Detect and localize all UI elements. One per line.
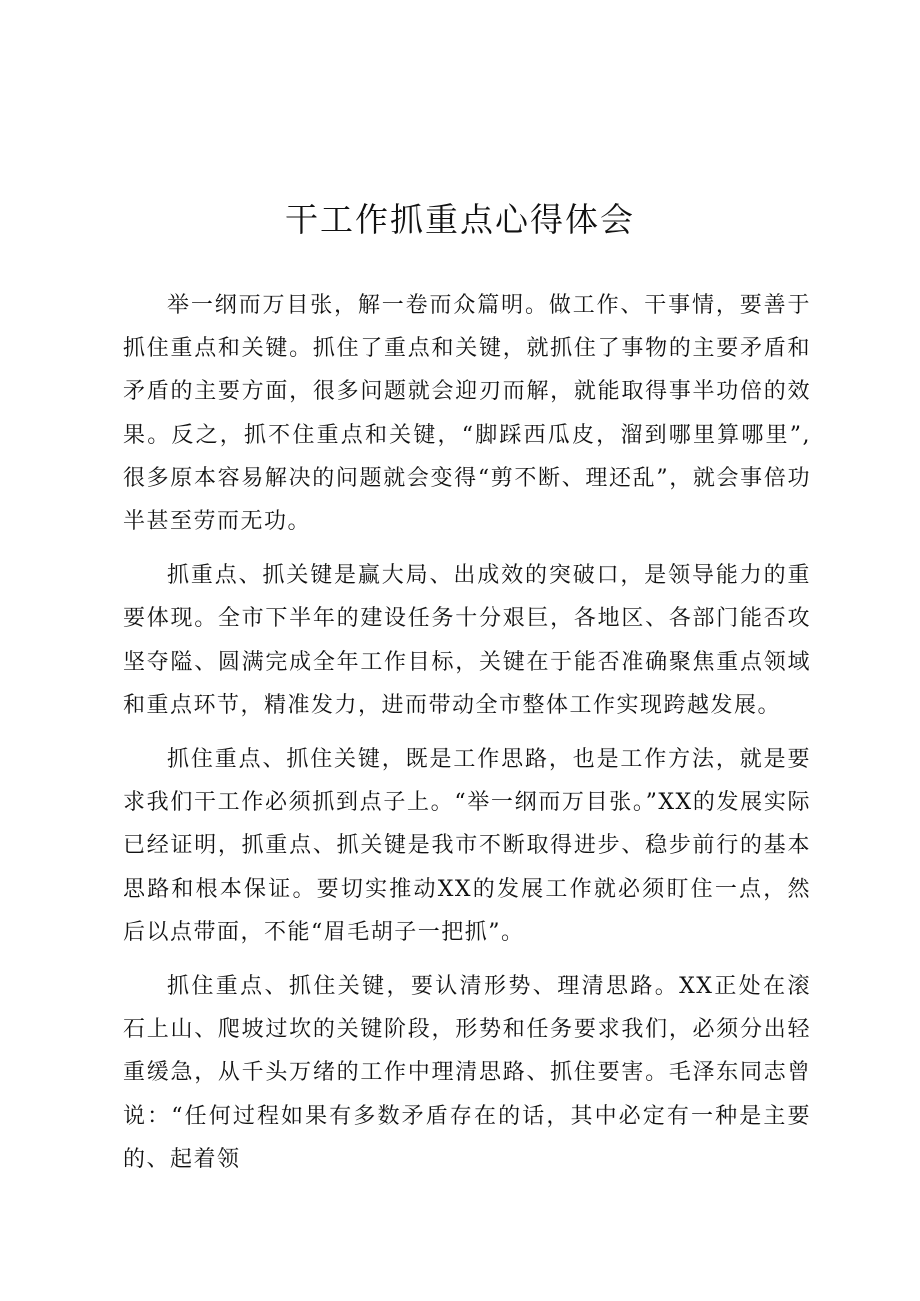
paragraph-3: 抓住重点、抓住关键，既是工作思路，也是工作方法，就是要求我们干工作必须抓到点子上。“举一纲而万目张。”XX的发展实际已经证明，抓重点、抓关键是我市不断取得进步、稳步前行的基本思路和根本保证。要切实推动XX的发展工作就必须盯住一点，然后以点带面，不能“眉毛胡子一把抓”。 [123,747,811,945]
paragraph-4: 抓住重点、抓住关键，要认清形势、理清思路。XX正处在滚石上山、爬坡过坎的关键阶段，形势和任务要求我们，必须分出轻重缓急，从千头万绪的工作中理清思路、抓住要害。毛泽东同志曾说：“任何过程如果有多数矛盾存在的话，其中必定有一种是主要的、起着领 [123,974,811,1172]
paragraph-1: 举一纲而万目张，解一卷而众篇明。做工作、干事情，要善于抓住重点和关键。抓住了重点和关键，就抓住了事物的主要矛盾和矛盾的主要方面，很多问题就会迎刃而解，就能取得事半功倍的效果。反之，抓不住重点和关键，“脚踩西瓜皮，溜到哪里算哪里”,很多原本容易解决的问题就会变得“剪不断、理还乱”，就会事倍功半甚至劳而无功。 [123,293,811,535]
document-body [123,284,811,1192]
document-title: 干工作抓重点心得体会 [285,200,635,239]
paragraph-2: 抓重点、抓关键是赢大局、出成效的突破口，是领导能力的重要体现。全市下半年的建设任务十分艰巨，各地区、各部门能否攻坚夺隘、圆满完成全年工作目标，关键在于能否准确聚焦重点领域和重点环节，精准发力，进而带动全市整体工作实现跨越发展。 [123,563,811,718]
